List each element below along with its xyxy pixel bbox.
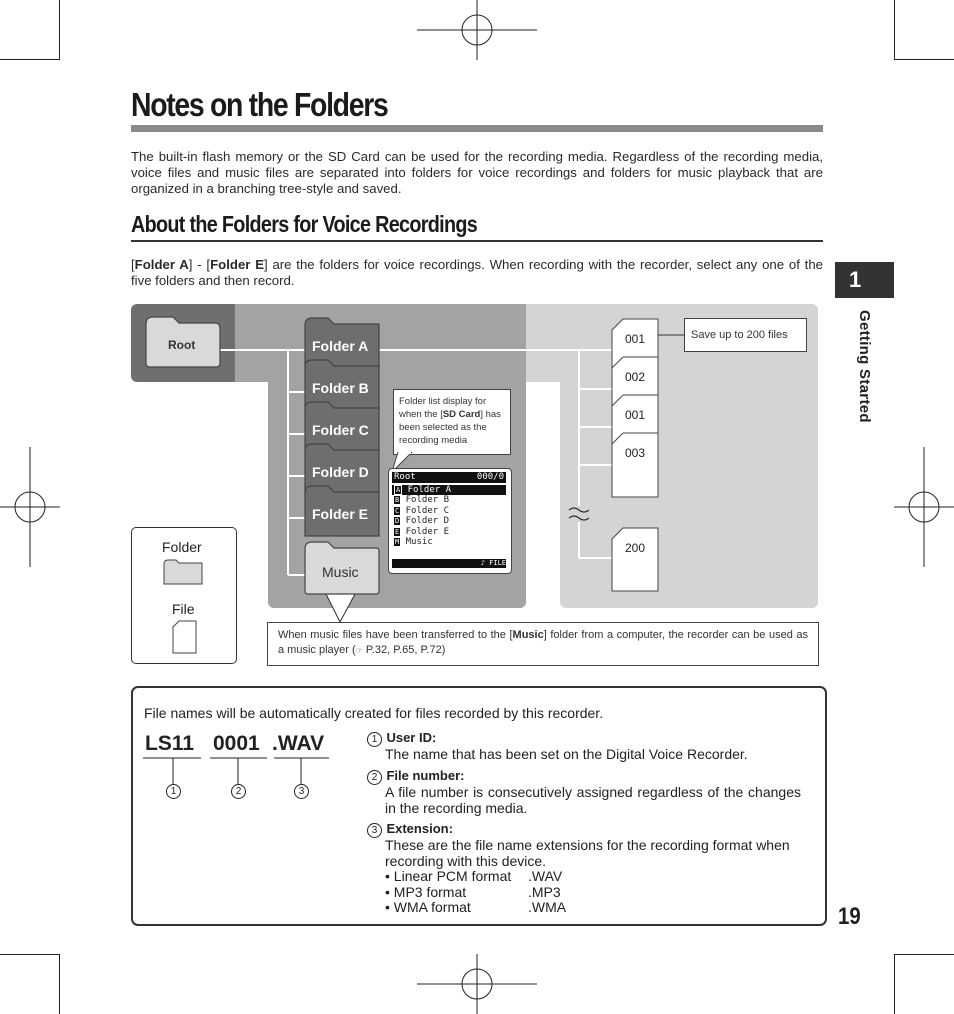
lcd-header	[392, 472, 506, 483]
chapter-label: Getting Started	[856, 310, 873, 423]
lcd-row-icon: C	[395, 506, 400, 515]
filename-part-extension: .WAV	[272, 732, 325, 755]
format-name: • MP3 format	[385, 883, 467, 900]
folder-icon	[163, 559, 203, 585]
folder-a-ref: Folder A	[134, 257, 189, 272]
registration-mark-bottom	[417, 954, 537, 1014]
item-heading: File number:	[386, 768, 465, 783]
file-icon	[172, 620, 197, 654]
item-extension	[367, 820, 801, 916]
item-user-id	[367, 729, 801, 763]
lcd-row-icon: E	[395, 527, 400, 536]
music-note-refs: P.32, P.65, P.72	[362, 644, 442, 656]
legend-folder-label: Folder	[162, 539, 202, 555]
lcd-row-selected	[392, 485, 506, 496]
lcd-row	[392, 527, 506, 538]
file-name-box	[131, 686, 827, 926]
marker-3: 3	[294, 784, 309, 799]
reference-icon: ☞	[355, 646, 363, 655]
music-note-post: ] folder from a computer, the recorder can be used as a music player (	[278, 629, 808, 656]
item-file-number	[367, 767, 801, 816]
file-label: 002	[625, 370, 646, 384]
format-row	[385, 885, 801, 901]
legend-file-label: File	[172, 601, 195, 617]
folders-description: [Folder A] - [Folder E] are the folders for voice recordings. When recording with the recorder, select any one of the five folders and then record.	[131, 257, 823, 288]
item-marker: 2	[367, 770, 382, 785]
legend	[131, 527, 237, 664]
lcd-row-icon: A	[396, 485, 401, 494]
music-note-pre: When music files have been transferred to the [	[278, 629, 513, 641]
format-ext: .WMA	[528, 899, 567, 915]
bubble-text-pre: Folder list display for when the [	[399, 396, 487, 420]
folder-d-label: Folder D	[312, 464, 369, 480]
file-label: 003	[625, 446, 646, 460]
format-name: • WMA format	[385, 899, 471, 915]
lcd-footer-text: FILE	[489, 559, 506, 567]
music-note	[267, 622, 819, 666]
item-marker: 1	[367, 732, 382, 747]
lcd-row-label: Folder D	[405, 516, 449, 526]
format-ext: .WAV	[528, 868, 563, 884]
marker-2: 2	[231, 784, 246, 799]
lcd-row-label: Music	[405, 537, 433, 547]
lcd-row-label: Folder E	[405, 526, 449, 537]
lcd-row-label: Folder B	[405, 495, 449, 505]
lcd-row-icon: M	[395, 538, 400, 546]
item-text: The name that has been set on the Digital Voice Recorder.	[385, 746, 748, 762]
marker-1: 1	[166, 784, 181, 799]
format-name: • Linear PCM format	[385, 868, 512, 884]
music-label: Music	[322, 564, 359, 580]
bubble-text-post: ] has been selected as the recording media	[399, 409, 501, 446]
intro-paragraph: The built-in flash memory or the SD Card can be used for the recording media. Regardless of the recording media, voice files and music files are separated into folders for voice recordings and folders for music playback that are organized in a branching tree-style and saved.	[131, 149, 823, 196]
file-label: 001	[625, 332, 646, 346]
filename-intro: File names will be automatically created for files recorded by this recorder.	[144, 705, 604, 721]
lcd-row-icon: D	[395, 517, 400, 525]
music-note-close: )	[441, 644, 446, 656]
save-note: Save up to 200 files	[684, 318, 807, 352]
filename-part-user-id: LS11	[145, 732, 195, 755]
lcd-screen	[388, 468, 512, 574]
lcd-row-label: Folder A	[407, 484, 451, 495]
root-label: Root	[168, 338, 196, 352]
lcd-row-label: Folder C	[405, 505, 449, 516]
item-text: A file number is consecutively assigned regardless of the changes in the recording media.	[385, 784, 801, 816]
file-label: 200	[625, 541, 646, 555]
page-title: Notes on the Folders	[131, 86, 388, 123]
chapter-number: 1	[849, 267, 862, 292]
item-heading: User ID:	[386, 730, 437, 745]
lcd-header-title: Root	[394, 472, 416, 482]
folder-a-label: Folder A	[312, 338, 369, 354]
folders-description-text: ] are the folders for voice recordings. When recording with the recorder, select any one of the five folders and then record.	[131, 257, 823, 288]
lcd-row-icon: B	[395, 496, 400, 504]
lcd-footer: ♪ FILE	[392, 559, 506, 568]
lcd-row	[392, 495, 506, 506]
item-text: These are the file name extensions for the recording format when recording with this device.	[385, 837, 790, 869]
lcd-row	[392, 506, 506, 517]
music-note-bold: Music	[512, 629, 544, 641]
section-heading: About the Folders for Voice Recordings	[131, 211, 478, 237]
lcd-counter: 000/0	[476, 472, 504, 482]
file-200-icon	[611, 527, 659, 592]
page-number: 19	[838, 903, 861, 930]
format-row	[385, 900, 801, 916]
lcd-row	[392, 537, 506, 548]
format-row	[385, 869, 801, 885]
bubble-text-bold: SD Card	[442, 409, 481, 420]
item-heading: Extension:	[386, 821, 453, 836]
folder-c-label: Folder C	[312, 422, 369, 438]
folder-b-label: Folder B	[312, 380, 369, 396]
folder-e-label: Folder E	[312, 506, 369, 522]
folder-e-ref: Folder E	[210, 257, 264, 272]
sd-card-bubble	[393, 389, 511, 455]
file-label: 001	[625, 408, 646, 422]
filename-part-number: 0001	[213, 732, 260, 755]
lcd-row	[392, 516, 506, 527]
item-marker: 3	[367, 823, 382, 838]
format-ext: .MP3	[528, 883, 561, 900]
